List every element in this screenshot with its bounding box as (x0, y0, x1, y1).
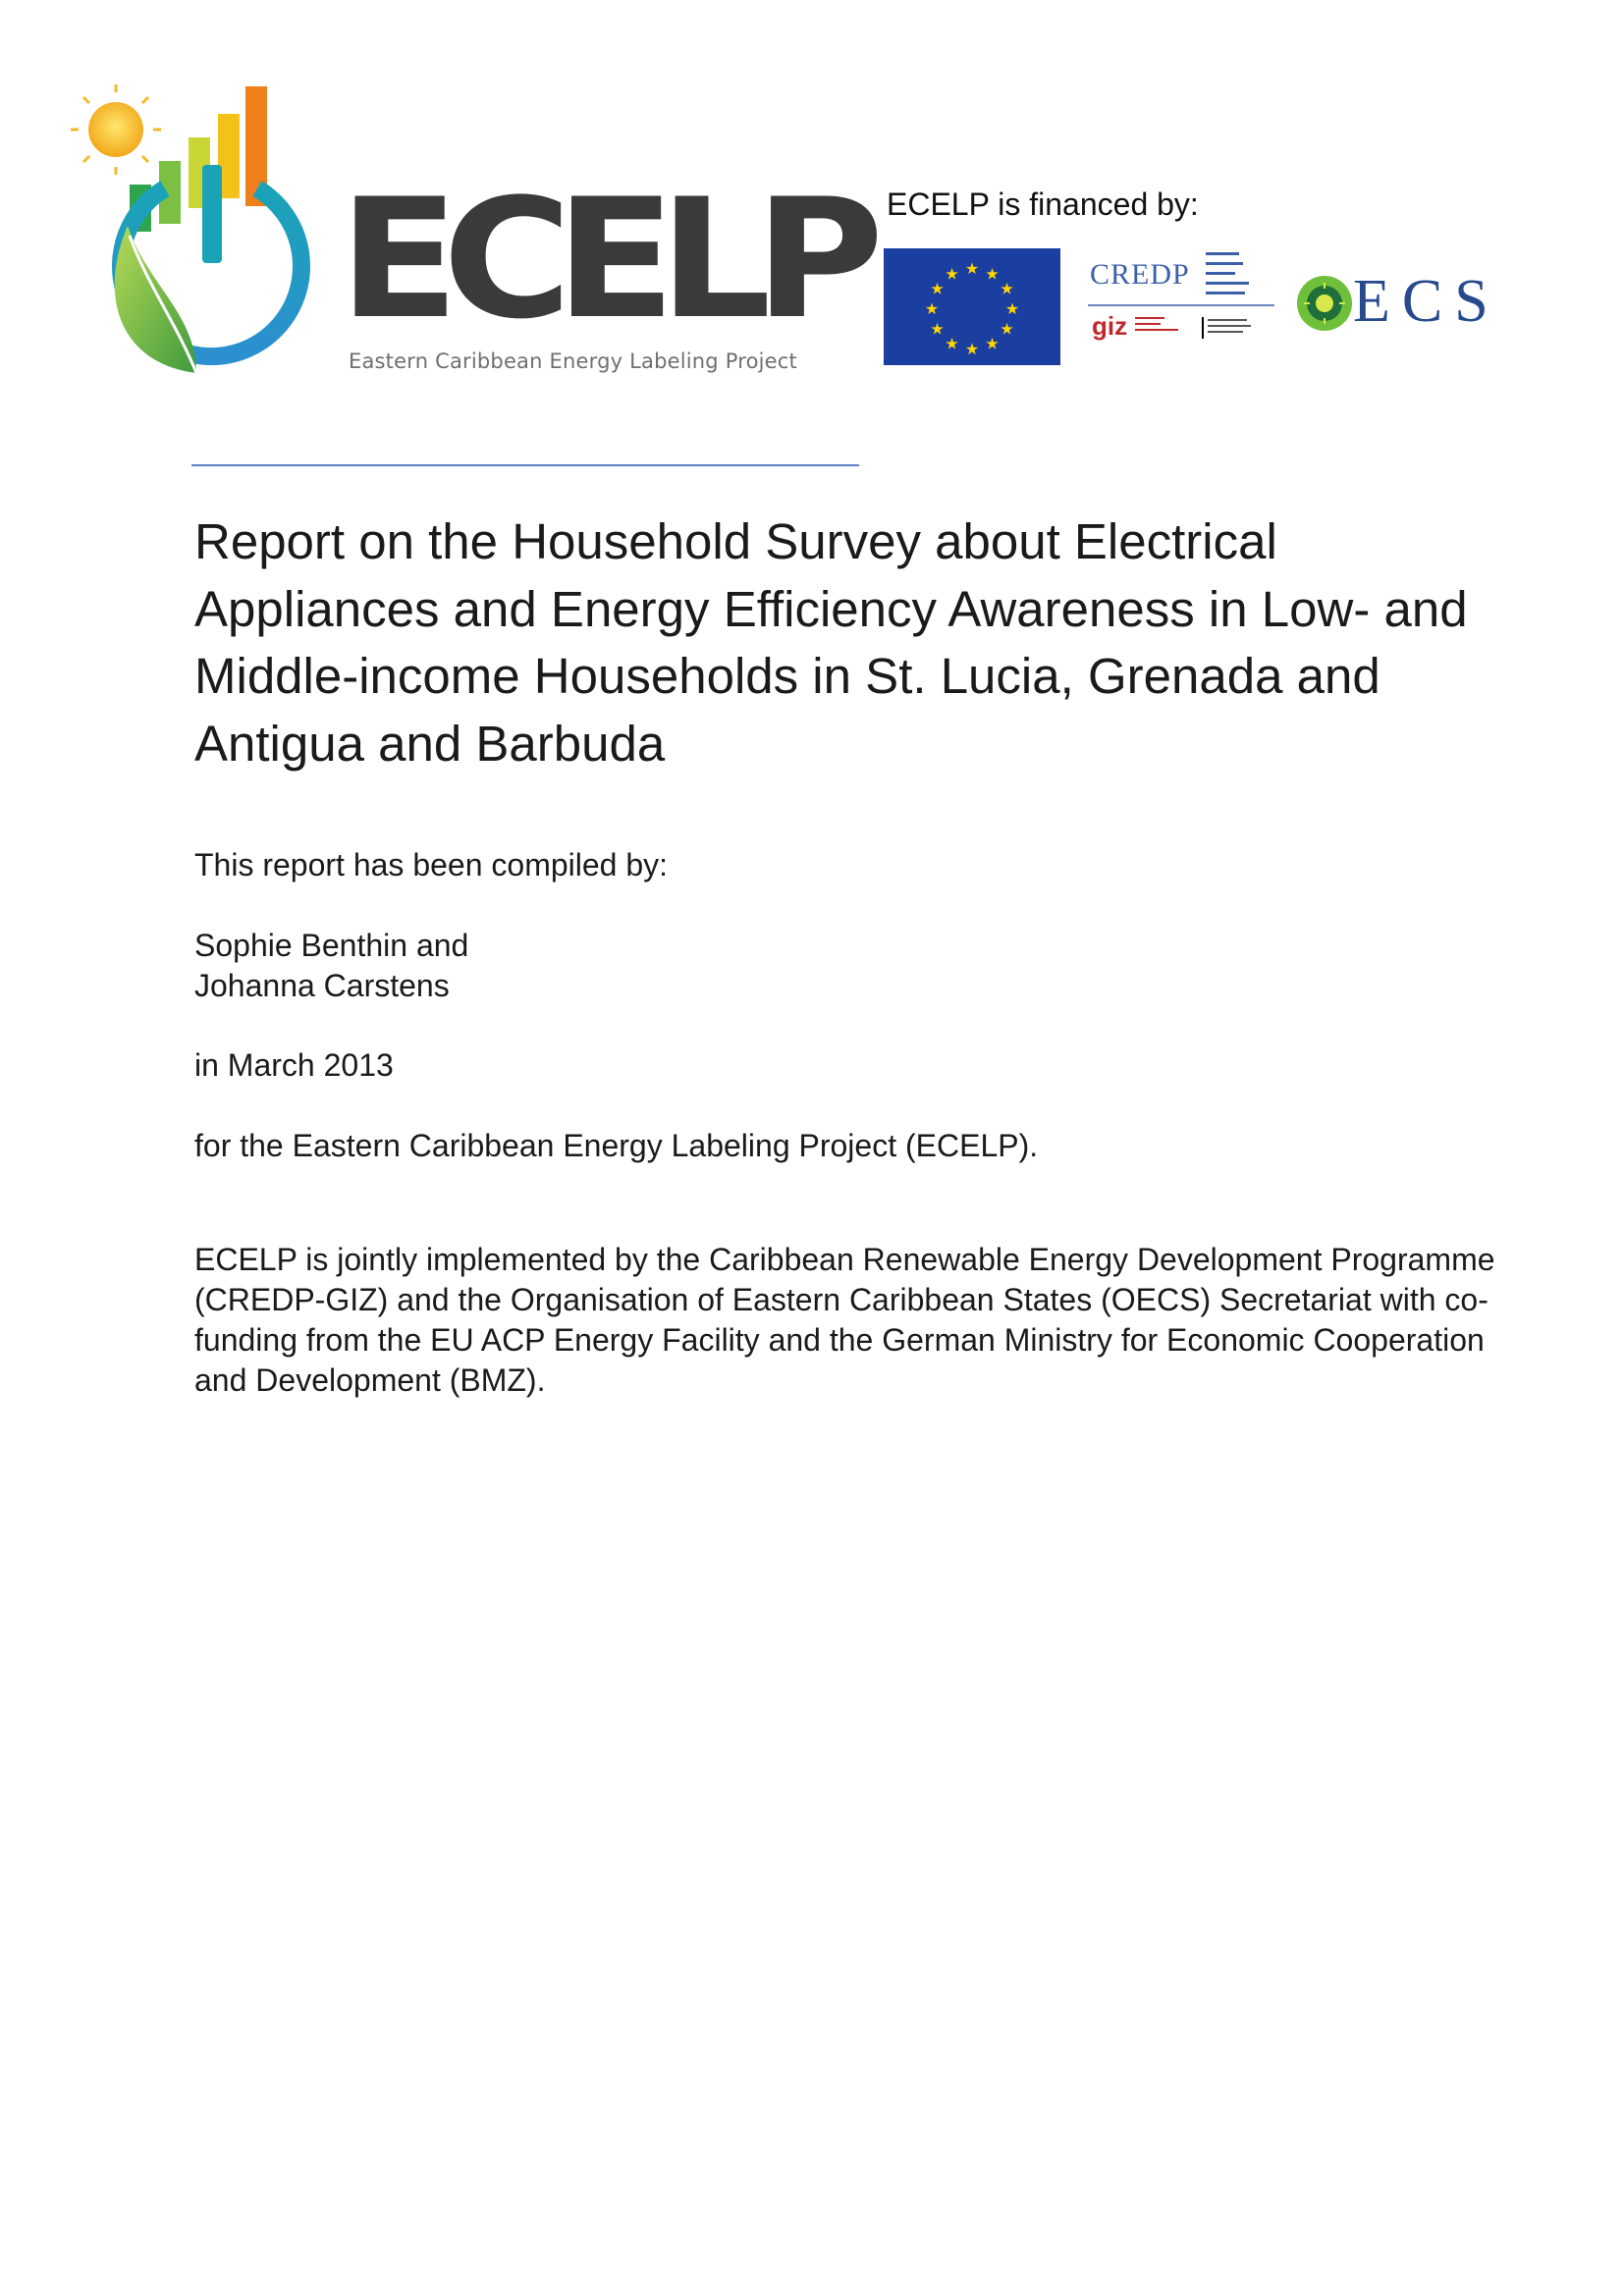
implementation-paragraph: ECELP is jointly implemented by the Caribbean Renewable Energy Development Programme (CREDP-GIZ) and the Organisation of Eastern Caribbean States (OECS) Secretariat with co-funding from the EU ACP Energy Facility and the German Ministry for Economic Cooperation and Development (BMZ). (194, 1242, 1495, 1398)
author-line-1: Sophie Benthin and (194, 928, 469, 963)
project-text: for the Eastern Caribbean Energy Labeling Project (ECELP). (194, 1128, 1039, 1163)
svg-text:★: ★ (930, 319, 945, 339)
svg-text:★: ★ (1004, 299, 1020, 318)
svg-text:★: ★ (924, 299, 940, 318)
svg-text:★: ★ (1000, 279, 1014, 298)
leaf-icon (115, 226, 196, 373)
svg-text:★: ★ (964, 340, 980, 358)
sun-icon (71, 84, 161, 175)
report-title: Report on the Household Survey about Electrical Appliances and Energy Efficiency Awareness in Low- and Middle-income Households in St. Lucia, Grenada and Antigua and Barbuda (194, 513, 1468, 772)
author-line-2: Johanna Carstens (194, 968, 450, 1003)
giz-wordmark: giz (1092, 311, 1128, 341)
svg-text:★: ★ (964, 259, 980, 278)
date-text: in March 2013 (194, 1047, 394, 1083)
ecelp-wordmark: ECELP (339, 163, 868, 355)
title-divider (191, 464, 859, 466)
svg-text:★: ★ (945, 264, 959, 284)
eu-flag-logo (884, 248, 1060, 365)
oecs-wordmark: ECS (1353, 268, 1500, 335)
ecelp-subtitle: Eastern Caribbean Energy Labeling Project (349, 349, 797, 373)
svg-text:★: ★ (930, 279, 945, 298)
svg-text:★: ★ (945, 334, 959, 353)
svg-text:★: ★ (1000, 319, 1014, 339)
credp-wordmark: CREDP (1090, 258, 1190, 291)
compiled-by-text: This report has been compiled by: (194, 847, 669, 882)
oecs-emblem-icon (1294, 273, 1355, 334)
financed-by-label: ECELP is financed by: (887, 187, 1199, 222)
svg-text:★: ★ (985, 264, 1000, 284)
svg-text:★: ★ (985, 334, 1000, 353)
